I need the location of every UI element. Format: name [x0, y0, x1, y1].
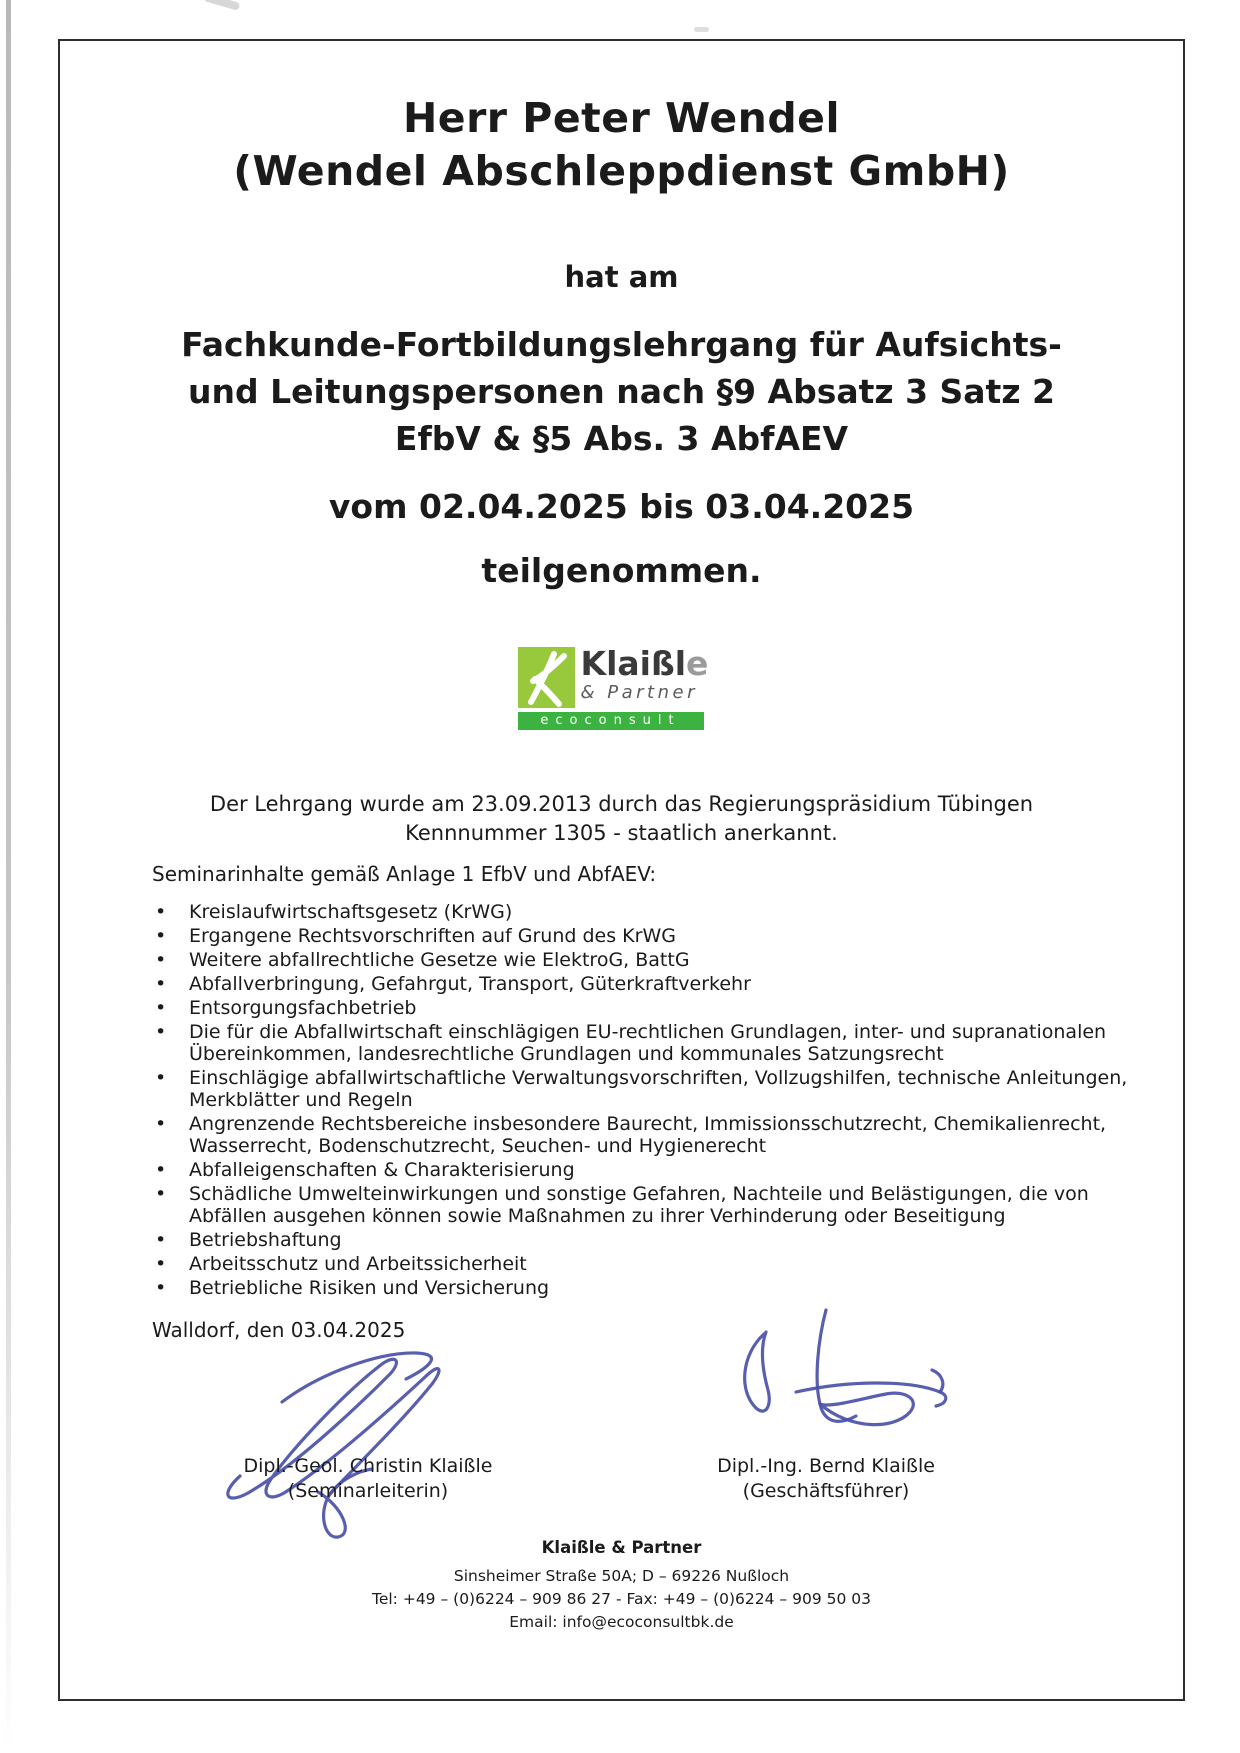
signatory-right-role: (Geschäftsführer): [742, 1480, 910, 1502]
signatory-left-role: (Seminarleiterin): [287, 1480, 449, 1502]
course-title-line2: und Leitungspersonen nach §9 Absatz 3 Satz 2: [187, 372, 1055, 411]
seminar-intro: Seminarinhalte gemäß Anlage 1 EfbV und AbfAEV:: [152, 862, 657, 886]
list-item: • Betriebliche Risiken und Versicherung: [152, 1277, 1133, 1299]
list-item: • Abfallverbringung, Gefahrgut, Transport, Güterkraftverkehr: [152, 973, 1133, 995]
logo-name-last-letter: e: [686, 644, 709, 683]
course-title-line3: EfbV & §5 Abs. 3 AbfAEV: [394, 419, 849, 458]
list-item: • Weitere abfallrechtliche Gesetze wie ElektroG, BattG: [152, 949, 1133, 971]
course-date-range: vom 02.04.2025 bis 03.04.2025: [328, 487, 915, 526]
klaissle-logo: [518, 644, 709, 730]
company-logo: [60, 644, 1183, 730]
list-item: • Angrenzende Rechtsbereiche insbesondere Baurecht, Immissionsschutzrecht, Chemikalienrecht, Wasserrecht, Bodenschutzrecht, Seuchen- und Hygienerecht: [152, 1113, 1133, 1157]
logo-ecoconsult-banner: ecoconsult: [518, 712, 704, 730]
accreditation-line1: Der Lehrgang wurde am 23.09.2013 durch das Regierungspräsidium Tübingen: [209, 792, 1034, 816]
accreditation-paragraph: [60, 790, 1183, 848]
list-item: • Einschlägige abfallwirtschaftliche Verwaltungsvorschriften, Vollzugshilfen, technische Anleitungen, Merkblätter und Regeln: [152, 1067, 1133, 1111]
scan-smudge: [694, 27, 709, 32]
seminar-topic-list: [152, 901, 1133, 1299]
logo-partner-text: & Partner: [580, 682, 698, 703]
list-item: • Schädliche Umwelteinwirkungen und sonstige Gefahren, Nachteile und Belästigungen, die von Abfällen ausgehen können sowie Maßnahmen zu ihrer Verhinderung oder Beseitigung: [152, 1183, 1133, 1227]
logo-k-icon: [518, 647, 575, 708]
footer-block: [60, 1538, 1183, 1634]
footer-phone-fax: Tel: +49 – (0)6224 – 909 86 27 - Fax: +49 – (0)6224 – 909 50 03: [372, 1590, 871, 1608]
scan-smudge: [204, 0, 241, 11]
signatory-right-name: Dipl.-Ing. Bernd Klaißle: [717, 1455, 935, 1477]
footer-contact-lines: [60, 1565, 1183, 1634]
signatory-left: [218, 1454, 518, 1504]
footer-company-name: Klaißle & Partner: [541, 1538, 702, 1557]
signatory-left-name: Dipl.-Geol. Christin Klaißle: [243, 1455, 493, 1477]
course-title-line1: Fachkunde-Fortbildungslehrgang für Aufsichts-: [181, 325, 1062, 364]
list-item: • Betriebshaftung: [152, 1229, 1133, 1251]
footer-email: Email: info@ecoconsultbk.de: [509, 1613, 734, 1631]
scan-edge-artifact: [6, 0, 11, 1753]
footer-address: Sinsheimer Straße 50A; D – 69226 Nußloch: [453, 1567, 790, 1585]
signatory-right: [676, 1454, 976, 1504]
signature-row: [60, 1342, 1183, 1532]
hat-am-text: hat am: [564, 260, 679, 294]
list-item: • Kreislaufwirtschaftsgesetz (KrWG): [152, 901, 1133, 923]
accreditation-line2: Kennnummer 1305 - staatlich anerkannt.: [405, 821, 838, 845]
logo-name-main: Klaißl: [580, 644, 687, 683]
signature-left-ink: [218, 1344, 508, 1544]
recipient-company: (Wendel Abschleppdienst GmbH): [233, 147, 1010, 195]
list-item: • Arbeitsschutz und Arbeitssicherheit: [152, 1253, 1133, 1275]
course-title: [60, 321, 1183, 462]
logo-wordmark: [580, 644, 709, 703]
certificate-border-frame: [58, 39, 1185, 1701]
list-item: • Die für die Abfallwirtschaft einschlägigen EU-rechtlichen Grundlagen, inter- und supranationalen Übereinkommen, landesrechtliche Grundlagen und kommunales Satzungsrecht: [152, 1021, 1133, 1065]
list-item: • Abfalleigenschaften & Charakterisierung: [152, 1159, 1133, 1181]
recipient-name: Herr Peter Wendel: [402, 94, 841, 142]
logo-name-text: [580, 644, 709, 683]
list-item: • Entsorgungsfachbetrieb: [152, 997, 1133, 1019]
recipient-block: [60, 92, 1183, 198]
list-item: • Ergangene Rechtsvorschriften auf Grund des KrWG: [152, 925, 1133, 947]
participated-text: teilgenommen.: [481, 551, 762, 590]
logo-k-square: [518, 647, 575, 708]
place-and-date: Walldorf, den 03.04.2025: [152, 1318, 406, 1342]
